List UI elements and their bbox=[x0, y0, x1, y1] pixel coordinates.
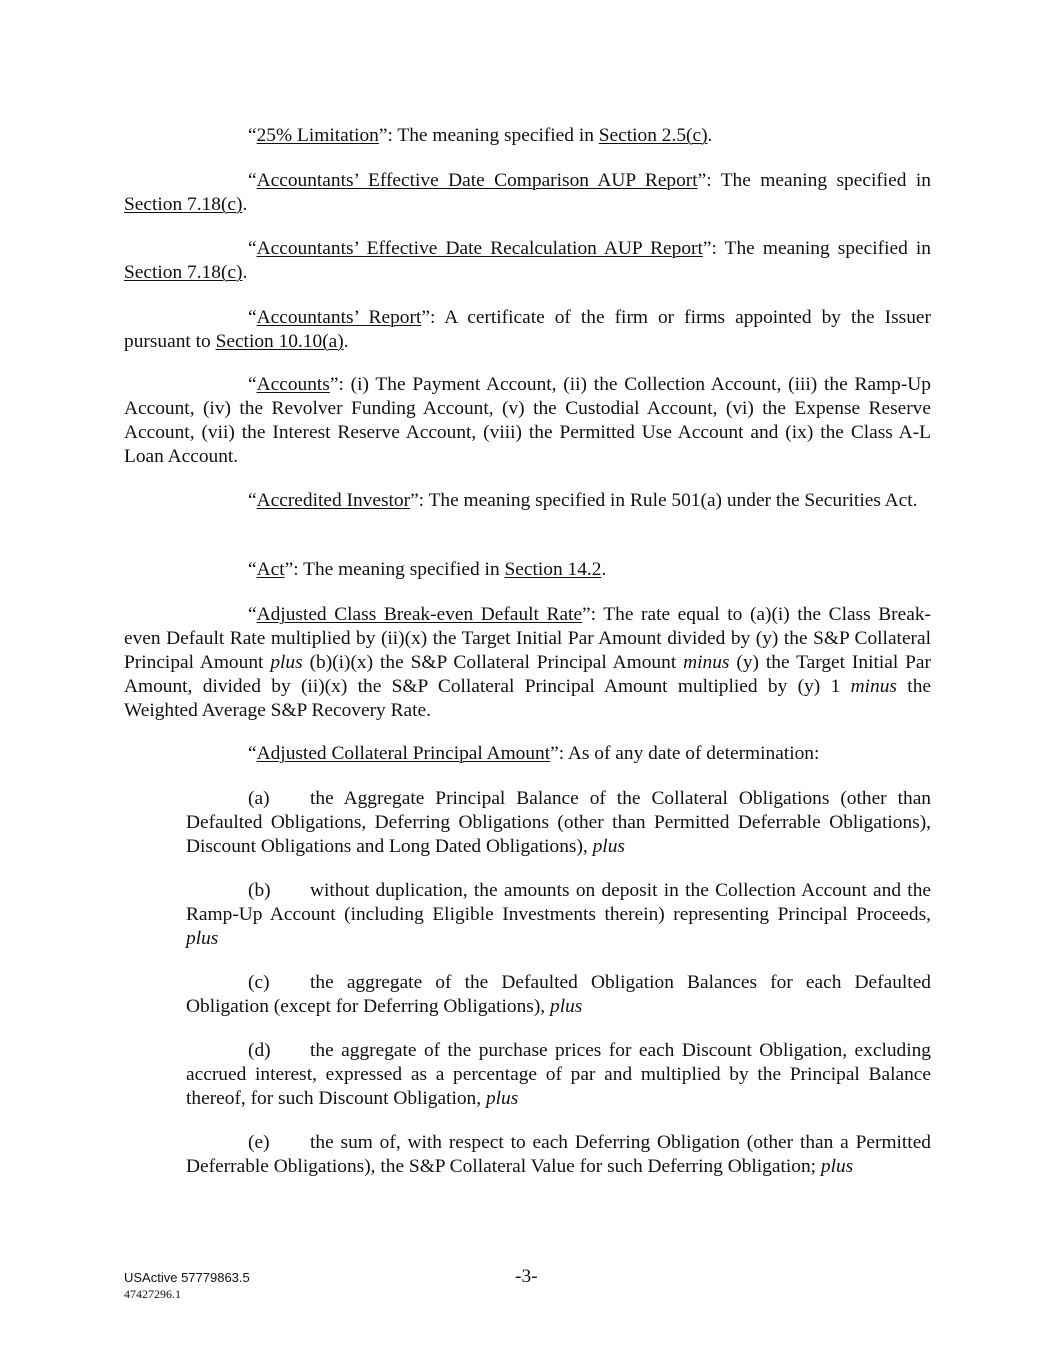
definition-accounts: “Accounts”: (i) The Payment Account, (ii) the Collection Account, (iii) the Ramp-Up Account, (iv) the Revolver Funding Account, (v) the Custodial Account, (vi) the Expense Reserve Account, (vii) the Interest Reserve Account, (viii) the Permitted Use Account and (ix) the Class A-L Loan Account. bbox=[124, 374, 931, 467]
section-reference: Section 7.18(c) bbox=[124, 262, 243, 283]
definition-recalculation-aup-report: “Accountants’ Effective Date Recalculation AUP Report”: The meaning specified in Section 7.18(c). bbox=[124, 238, 932, 283]
footer-doc-number: 47427296.1 bbox=[124, 1287, 181, 1301]
section-reference: Section 10.10(a) bbox=[215, 331, 344, 352]
defined-term: Accountants’ Effective Date Comparison AUP Report bbox=[256, 170, 698, 191]
definition-adjusted-class-break-even-default-rate: “Adjusted Class Break-even Default Rate”: The rate equal to (a)(i) the Class Break-even Default Rate multiplied by (ii)(x) the Target Initial Par Amount divided by (y) the S&P Collateral Principal Amount plus (b)(i)(x) the S&P Collateral Principal Amount minus (y) the Target Initial Par Amount, divided by (ii)(x) the S&P Collateral Principal Amount multiplied by (y) 1 minus the Weighted Average S&P Recovery Rate. bbox=[124, 604, 931, 721]
clause-label: (b) bbox=[248, 880, 271, 901]
section-reference: Section 2.5(c) bbox=[598, 125, 708, 146]
defined-term: 25% Limitation bbox=[256, 125, 379, 146]
footer-doc-id: USActive 57779863.5 bbox=[124, 1270, 250, 1285]
defined-term: Act bbox=[256, 559, 285, 580]
defined-term: Adjusted Class Break-even Default Rate bbox=[256, 604, 583, 625]
definition-adjusted-collateral-principal-amount: “Adjusted Collateral Principal Amount”: As of any date of determination: bbox=[248, 743, 820, 764]
clause-label: (a) bbox=[248, 788, 270, 809]
clause-e: (e) the sum of, with respect to each Deferring Obligation (other than a Permitted Deferrable Obligations), the S&P Collateral Value for such Deferring Obligation; plus bbox=[186, 1132, 931, 1177]
clause-a: (a) the Aggregate Principal Balance of the Collateral Obligations (other than Defaulted Obligations, Deferring Obligations (other than Permitted Deferrable Obligations), Discount Obligations and Long Dated Obligations), plus bbox=[186, 788, 931, 857]
defined-term: Accredited Investor bbox=[256, 490, 411, 511]
page-number: -3- bbox=[515, 1266, 538, 1287]
clause-c: (c) the aggregate of the Defaulted Obligation Balances for each Defaulted Obligation (except for Deferring Obligations), plus bbox=[186, 972, 931, 1017]
defined-term: Accounts bbox=[256, 374, 330, 395]
definition-accountants-report: “Accountants’ Report”: A certificate of the firm or firms appointed by the Issuer pursuant to Section 10.10(a). bbox=[124, 307, 931, 352]
definition-act: “Act”: The meaning specified in Section 14.2. bbox=[248, 559, 607, 580]
definition-25-percent-limitation: “25% Limitation”: The meaning specified in Section 2.5(c). bbox=[248, 125, 713, 146]
definition-accredited-investor: “Accredited Investor”: The meaning specified in Rule 501(a) under the Securities Act. bbox=[248, 490, 918, 511]
defined-term: Adjusted Collateral Principal Amount bbox=[256, 743, 551, 764]
defined-term: Accountants’ Report bbox=[256, 307, 422, 328]
clause-label: (c) bbox=[248, 972, 270, 993]
clause-label: (d) bbox=[248, 1040, 271, 1061]
clause-d: (d) the aggregate of the purchase prices for each Discount Obligation, excluding accrued interest, expressed as a percentage of par and multiplied by the Principal Balance thereof, for such Discount Obligation, plus bbox=[186, 1040, 931, 1109]
section-reference: Section 14.2 bbox=[504, 559, 602, 580]
definition-comparison-aup-report: “Accountants’ Effective Date Comparison AUP Report”: The meaning specified in Section 7.18(c). bbox=[124, 170, 931, 215]
defined-term: Accountants’ Effective Date Recalculation AUP Report bbox=[256, 238, 703, 259]
section-reference: Section 7.18(c) bbox=[124, 194, 243, 215]
clause-b: (b) without duplication, the amounts on deposit in the Collection Account and the Ramp-Up Account (including Eligible Investments therein) representing Principal Proceeds, plus bbox=[186, 880, 931, 949]
clause-label: (e) bbox=[248, 1132, 270, 1153]
